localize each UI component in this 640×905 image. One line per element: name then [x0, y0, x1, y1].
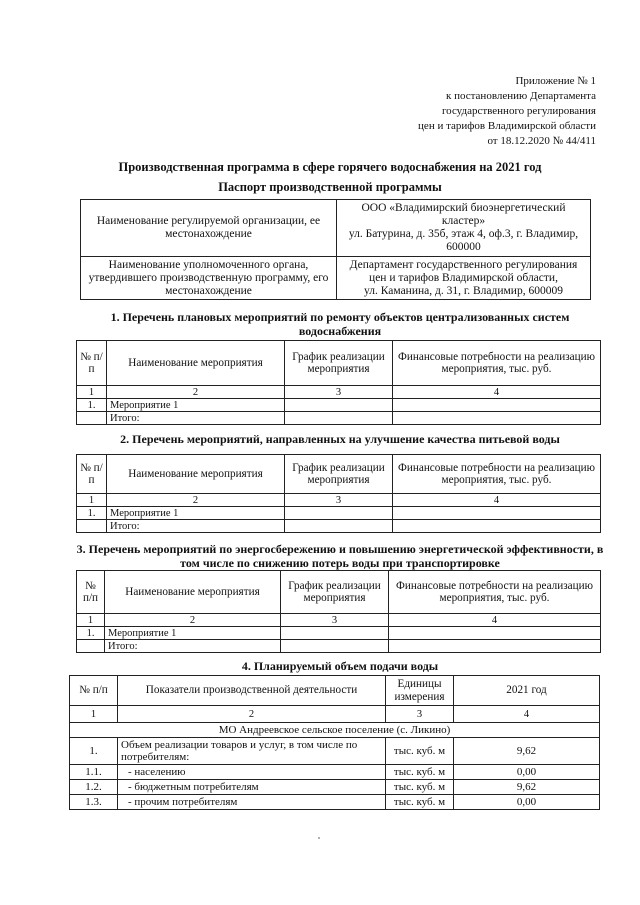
total-row — [77, 520, 601, 533]
total-finance — [389, 640, 601, 653]
passport-value-line: ул. Батурина, д. 35б, этаж 4, оф.3, г. Владимир, 600000 — [348, 228, 579, 253]
section3-title: 3. Перечень мероприятий по энергосбережению и повышению энергетической эффективности, в том числе по снижению потерь воды при транспортировке — [76, 542, 604, 570]
row-name: Мероприятие 1 — [107, 507, 285, 520]
total-label: Итого: — [107, 520, 285, 533]
row-schedule — [281, 627, 389, 640]
row-unit: тыс. куб. м — [386, 738, 454, 765]
header-year: 2021 год — [454, 676, 600, 706]
col-number: 1 — [77, 386, 107, 399]
total-label: Итого: — [105, 640, 281, 653]
total-num — [77, 520, 107, 533]
passport-value — [337, 257, 591, 300]
header-indicator: Показатели производственной деятельности — [118, 676, 386, 706]
total-num — [77, 640, 105, 653]
table-row — [77, 507, 601, 520]
row-schedule — [285, 507, 393, 520]
row-num: 1. — [70, 738, 118, 765]
total-finance — [393, 520, 601, 533]
row-finance — [393, 399, 601, 412]
passport-value — [337, 200, 591, 257]
header-num: № п/п — [70, 676, 118, 706]
header-num: № п/п — [77, 455, 107, 494]
passport-table — [80, 199, 591, 300]
header-num: № п/п — [77, 341, 107, 386]
appendix-line: государственного регулирования — [441, 105, 596, 117]
header-name: Наименование мероприятия — [107, 341, 285, 386]
table-header-row — [77, 571, 601, 614]
row-num: 1.3. — [70, 795, 118, 810]
header-schedule: График реализации мероприятия — [281, 571, 389, 614]
row-num: 1. — [77, 507, 107, 520]
appendix-header — [368, 74, 596, 149]
table-row — [70, 738, 600, 765]
passport-label: Наименование регулируемой организации, ее местонахождение — [81, 200, 337, 257]
passport-row — [81, 257, 591, 300]
row-num: 1.1. — [70, 765, 118, 780]
table-header-row — [77, 455, 601, 494]
total-finance — [393, 412, 601, 425]
row-value: 9,62 — [454, 738, 600, 765]
header-unit: Единицы измерения — [386, 676, 454, 706]
passport-label: Наименование уполномоченного органа, утвердившего производственную программу, его местонахождение — [81, 257, 337, 300]
row-name: - населению — [118, 765, 386, 780]
header-finance: Финансовые потребности на реализацию мероприятия, тыс. руб. — [389, 571, 601, 614]
appendix-line: Приложение № 1 — [515, 75, 596, 87]
table-header-row — [77, 341, 601, 386]
total-schedule — [281, 640, 389, 653]
appendix-line: от 18.12.2020 № 44/411 — [487, 135, 596, 147]
col-number: 3 — [285, 386, 393, 399]
section4-table — [69, 675, 600, 810]
col-number: 2 — [107, 494, 285, 507]
appendix-line: к постановлению Департамента — [445, 90, 596, 102]
header-finance: Финансовые потребности на реализацию мероприятия, тыс. руб. — [393, 455, 601, 494]
col-number: 1 — [70, 706, 118, 723]
row-schedule — [285, 399, 393, 412]
column-number-row — [77, 494, 601, 507]
row-unit: тыс. куб. м — [386, 780, 454, 795]
passport-value-line: ул. Каманина, д. 31, г. Владимир, 600009 — [364, 284, 563, 297]
row-num: 1. — [77, 399, 107, 412]
header-name: Наименование мероприятия — [107, 455, 285, 494]
passport-row — [81, 200, 591, 257]
total-num — [77, 412, 107, 425]
header-num: № п/п — [77, 571, 105, 614]
appendix-line: цен и тарифов Владимирской области — [418, 120, 596, 132]
row-name: Объем реализации товаров и услуг, в том числе по потребителям: — [118, 738, 386, 765]
total-row — [77, 412, 601, 425]
table-header-row — [70, 676, 600, 706]
municipality-name: МО Андреевское сельское поселение (с. Ликино) — [70, 723, 600, 738]
row-name: - прочим потребителям — [118, 795, 386, 810]
section4-title: 4. Планируемый объем подачи воды — [241, 659, 439, 673]
column-number-row — [77, 386, 601, 399]
row-name: Мероприятие 1 — [105, 627, 281, 640]
municipality-row — [70, 723, 600, 738]
total-schedule — [285, 412, 393, 425]
column-number-row — [77, 614, 601, 627]
total-schedule — [285, 520, 393, 533]
col-number: 1 — [77, 494, 107, 507]
row-value: 0,00 — [454, 765, 600, 780]
row-num: 1.2. — [70, 780, 118, 795]
row-finance — [393, 507, 601, 520]
row-name: - бюджетным потребителям — [118, 780, 386, 795]
section3-table — [76, 570, 601, 653]
section1-title: 1. Перечень плановых мероприятий по ремонту объектов централизованных систем водоснабжения — [110, 310, 570, 338]
row-name: Мероприятие 1 — [107, 399, 285, 412]
col-number: 4 — [389, 614, 601, 627]
section2-title: 2. Перечень мероприятий, направленных на улучшение качества питьевой воды — [120, 432, 560, 446]
section2-table — [76, 454, 601, 533]
table-row — [70, 780, 600, 795]
col-number: 3 — [386, 706, 454, 723]
header-finance: Финансовые потребности на реализацию мероприятия, тыс. руб. — [393, 341, 601, 386]
col-number: 1 — [77, 614, 105, 627]
passport-value-line: ООО «Владимирский биоэнергетический кластер» — [361, 202, 566, 227]
row-num: 1. — [77, 627, 105, 640]
header-name: Наименование мероприятия — [105, 571, 281, 614]
table-row — [70, 795, 600, 810]
table-row — [77, 627, 601, 640]
col-number: 2 — [105, 614, 281, 627]
row-unit: тыс. куб. м — [386, 765, 454, 780]
col-number: 4 — [393, 386, 601, 399]
passport-title: Паспорт производственной программы — [218, 180, 442, 194]
header-schedule: График реализации мероприятия — [285, 455, 393, 494]
col-number: 2 — [118, 706, 386, 723]
col-number: 3 — [285, 494, 393, 507]
col-number: 2 — [107, 386, 285, 399]
table-row — [70, 765, 600, 780]
passport-value-line: Департамент государственного регулирования цен и тарифов Владимирской области, — [349, 258, 578, 284]
total-row — [77, 640, 601, 653]
column-number-row — [70, 706, 600, 723]
row-value: 9,62 — [454, 780, 600, 795]
row-value: 0,00 — [454, 795, 600, 810]
total-label: Итого: — [107, 412, 285, 425]
col-number: 4 — [393, 494, 601, 507]
col-number: 4 — [454, 706, 600, 723]
row-finance — [389, 627, 601, 640]
header-schedule: График реализации мероприятия — [285, 341, 393, 386]
scan-speck — [318, 837, 320, 839]
col-number: 3 — [281, 614, 389, 627]
section1-table — [76, 340, 601, 425]
row-unit: тыс. куб. м — [386, 795, 454, 810]
main-title: Производственная программа в сфере горячего водоснабжения на 2021 год — [118, 160, 542, 174]
table-row — [77, 399, 601, 412]
